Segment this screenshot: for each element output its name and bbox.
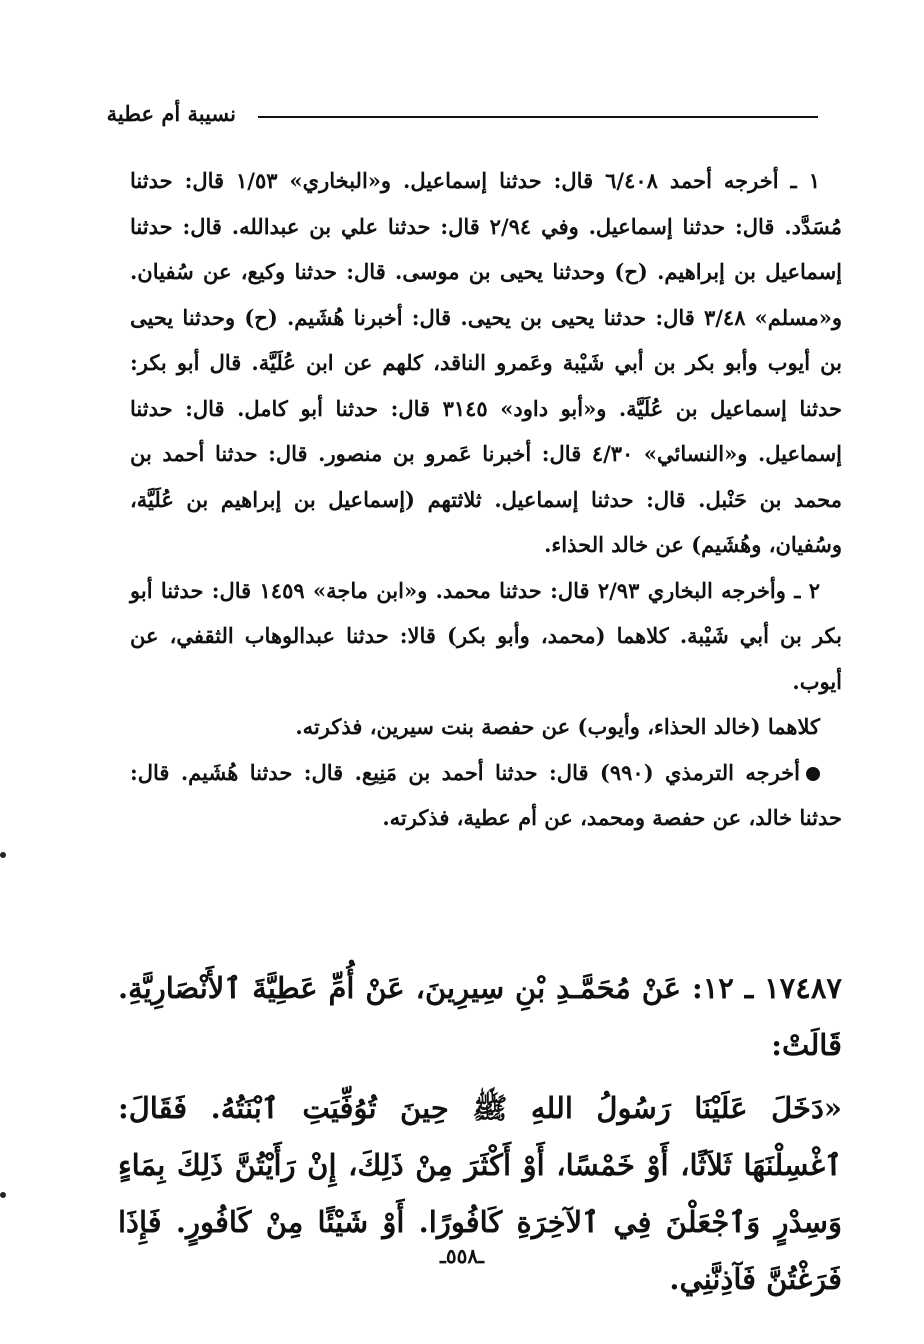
margin-mark (0, 852, 6, 858)
hadith-heading: ١٧٤٨٧ ـ ١٢: عَنْ مُحَمَّـدِ بْنِ سِيرِينَ، عَنْ أُمِّ عَطِيَّةَ ٱلأَنْصَارِيَّةِ. قَالَتْ: (118, 971, 842, 1062)
bullet-icon (806, 767, 820, 781)
footnotes (130, 158, 842, 841)
header-rule (258, 116, 818, 118)
hadith-text: «دَخَلَ عَلَيْنَا رَسُولُ اللهِ ﷺ حِينَ تُوُفِّيَتِ ٱبْنَتُهُ. فَقَالَ: ٱغْسِلْنَهَا ثَلاَثًا، أَوْ خَمْسًا، أَوْ أَكْثَرَ مِنْ ذَلِكَ، إِنْ رَأَيْتُنَّ ذَلِكَ بِمَاءٍ وَسِدْرٍ وَٱجْعَلْنَ فِي ٱلآخِرَةِ كَافُورًا. أَوْ شَيْئًا مِنْ كَافُورٍ. فَإِذَا فَرَغْتُنَّ فَآذِنَّنِي. (118, 1091, 842, 1296)
page-number: ـ٥٥٨ـ (440, 1244, 484, 1268)
footnote-summary: كلاهما (خالد الحذاء، وأيوب) عن حفصة بنت سيرين، فذكرته. (295, 714, 820, 739)
footnote-tirmidhi-text: أخرجه الترمذي (٩٩٠) قال: حدثنا أحمد بن مَنِيع. قال: حدثنا هُشَيم. قال: حدثنا خالد، عن حفصة ومحمد، عن أم عطية، فذكرته. (130, 759, 842, 830)
footnote-tirmidhi (130, 750, 842, 841)
page-header (0, 94, 924, 134)
margin-mark (0, 1192, 6, 1198)
footnote-2: ٢ ـ وأخرجه البخاري ٢/٩٣ قال: حدثنا محمد. و«ابن ماجة» ١٤٥٩ قال: حدثنا أبو بكر بن أبي شَيْبة. كلاهما (محمد، وأبو بكر) قالا: حدثنا عبدالوهاب الثقفي، عن أيوب. (130, 577, 842, 694)
footnote-1: ١ ـ أخرجه أحمد ٦/٤٠٨ قال: حدثنا إسماعيل. و«البخاري» ١/٥٣ قال: حدثنا مُسَدَّد. قال: حدثنا إسماعيل. وفي ٢/٩٤ قال: حدثنا علي بن عبدالله. قال: حدثنا إسماعيل بن إبراهيم. (ح) وحدثنا يحيى بن موسى. قال: حدثنا وكيع، عن سُفيان. و«مسلم» ٣/٤٨ قال: حدثنا يحيى بن يحيى. قال: أخبرنا هُشَيم. (ح) وحدثنا يحيى بن أيوب وأبو بكر بن أبي شَيْبة وعَمرو الناقد، كلهم عن ابن عُلَيَّة. قال أبو بكر: حدثنا إسماعيل بن عُلَيَّة. و«أبو داود» ٣١٤٥ قال: حدثنا أبو كامل. قال: حدثنا إسماعيل. و«النسائي» ٤/٣٠ قال: أخبرنا عَمرو بن منصور. قال: حدثنا أحمد بن محمد بن حَنْبل. قال: حدثنا إسماعيل. ثلاثتهم (إسماعيل بن إبراهيم بن عُلَيَّة، وسُفيان، وهُشَيم) عن خالد الحذاء. (130, 168, 843, 557)
running-title: نسيبة أم عطية (106, 101, 236, 126)
